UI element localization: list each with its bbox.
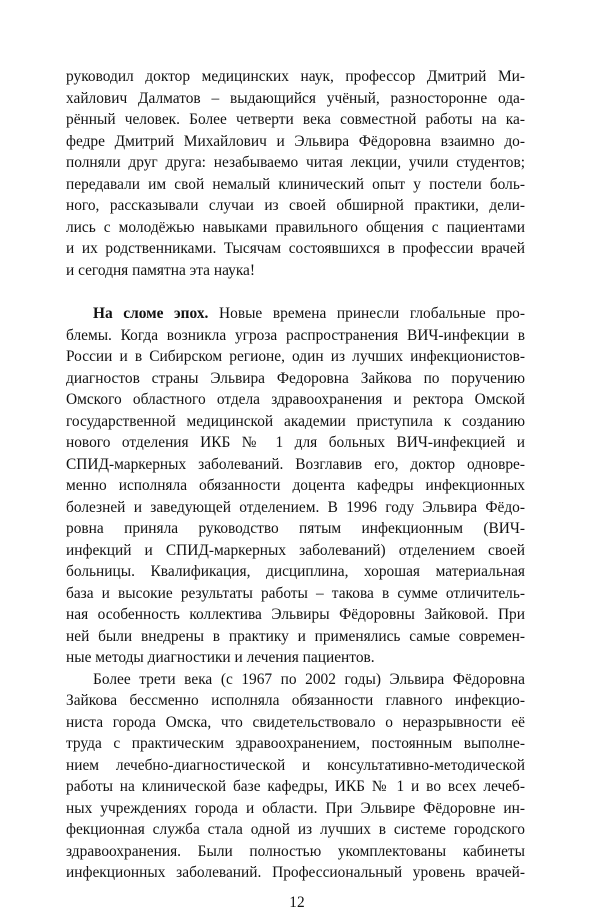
text-line: фекционная служба стала одной из лучших в системе городского: [66, 821, 525, 838]
text-line: диагностов страны Эльвира Федоровна Зайкова по поручению: [66, 369, 525, 387]
text-line: здравоохранения. Были полностью укомплектованы кабинеты: [66, 842, 525, 860]
text-line: ниста города Омска, что свидетельствовало о неразрывности её: [66, 713, 525, 731]
text-line: ные методы диагностики и лечения пациентов.: [66, 649, 375, 666]
page-number: 12: [289, 893, 305, 911]
text-line: ровна приняла руководство пятым инфекционным (ВИЧ-: [66, 520, 525, 537]
text-line: ного, рассказывали случаи из своей обширной практики, дели-: [66, 197, 525, 214]
text-line: Зайкова бессменно исполняла обязанности главного инфекцио-: [66, 692, 525, 709]
text-line: больницы. Квалификация, дисциплина, хорошая материальная: [66, 563, 525, 580]
text-line: рённый человек. Более четверти века совместной работы на ка-: [66, 111, 525, 128]
text-line: ней были внедрены в практику и применялись самые современ-: [66, 627, 525, 645]
text-line-rest: Новые времена принесли глобальные про-: [208, 305, 525, 322]
text-line: и их родственниками. Тысячам состоявшихся в профессии врачей: [66, 240, 525, 257]
text-line: нового отделения ИКБ № 1 для больных ВИЧ-инфекцией и: [66, 434, 525, 451]
text-line: лись с молодёжью навыками правильного общения с пациентами: [66, 218, 525, 236]
section-heading: На сломе эпох.: [93, 305, 209, 322]
text-line: нием лечебно-диагностической и консультативно-методической: [66, 756, 525, 774]
text-line: ная особенность коллектива Эльвиры Фёдоровны Зайковой. При: [66, 606, 525, 623]
text-line: хайлович Далматов – выдающийся учёный, разносторонне ода-: [66, 89, 525, 107]
text-line: блемы. Когда возникла угроза распространения ВИЧ-инфекции в: [66, 326, 525, 344]
text-line: государственной медицинской академии приступила к созданию: [66, 412, 525, 430]
text-line: база и высокие результаты работы – такова в сумме отличитель-: [66, 584, 525, 602]
text-line: работы на клинической базе кафедры, ИКБ № 1 и во всех лечеб-: [66, 778, 525, 795]
text-line: инфекционных заболеваний. Профессиональный уровень врачей-: [66, 864, 525, 881]
text-line: ных учреждениях города и области. При Эльвире Фёдоровне ин-: [66, 799, 525, 817]
text-line: России и в Сибирском регионе, один из лучших инфекционистов-: [66, 348, 525, 365]
text-line: полняли друг друга: незабываемо читая лекции, учили студентов;: [66, 154, 525, 171]
text-line: Омского областного отдела здравоохранения и ректора Омской: [66, 391, 525, 408]
text-line: [93, 304, 525, 323]
text-line: СПИД-маркерных заболеваний. Возглавив его, доктор одновре-: [66, 455, 525, 473]
text-line: федре Дмитрий Михайлович и Эльвира Фёдоровна взаимно до-: [66, 132, 525, 150]
text-line: труда с практическим здравоохранением, постоянным выполне-: [66, 735, 525, 752]
text-line: менно исполняла обязанности доцента кафедры инфекционных: [66, 477, 525, 494]
text-line: инфекций и СПИД-маркерных заболеваний) отделением своей: [66, 541, 525, 559]
text-line: Более трети века (с 1967 по 2002 годы) Эльвира Фёдоровна: [93, 670, 525, 688]
text-line: болезней и заведующей отделением. В 1996 году Эльвира Фёдо-: [66, 498, 525, 516]
text-line: руководил доктор медицинских наук, профессор Дмитрий Ми-: [66, 68, 525, 85]
text-line: и сегодня памятна эта наука!: [66, 261, 256, 279]
text-line: передавали им свой немалый клинический опыт у постели боль-: [66, 175, 525, 193]
